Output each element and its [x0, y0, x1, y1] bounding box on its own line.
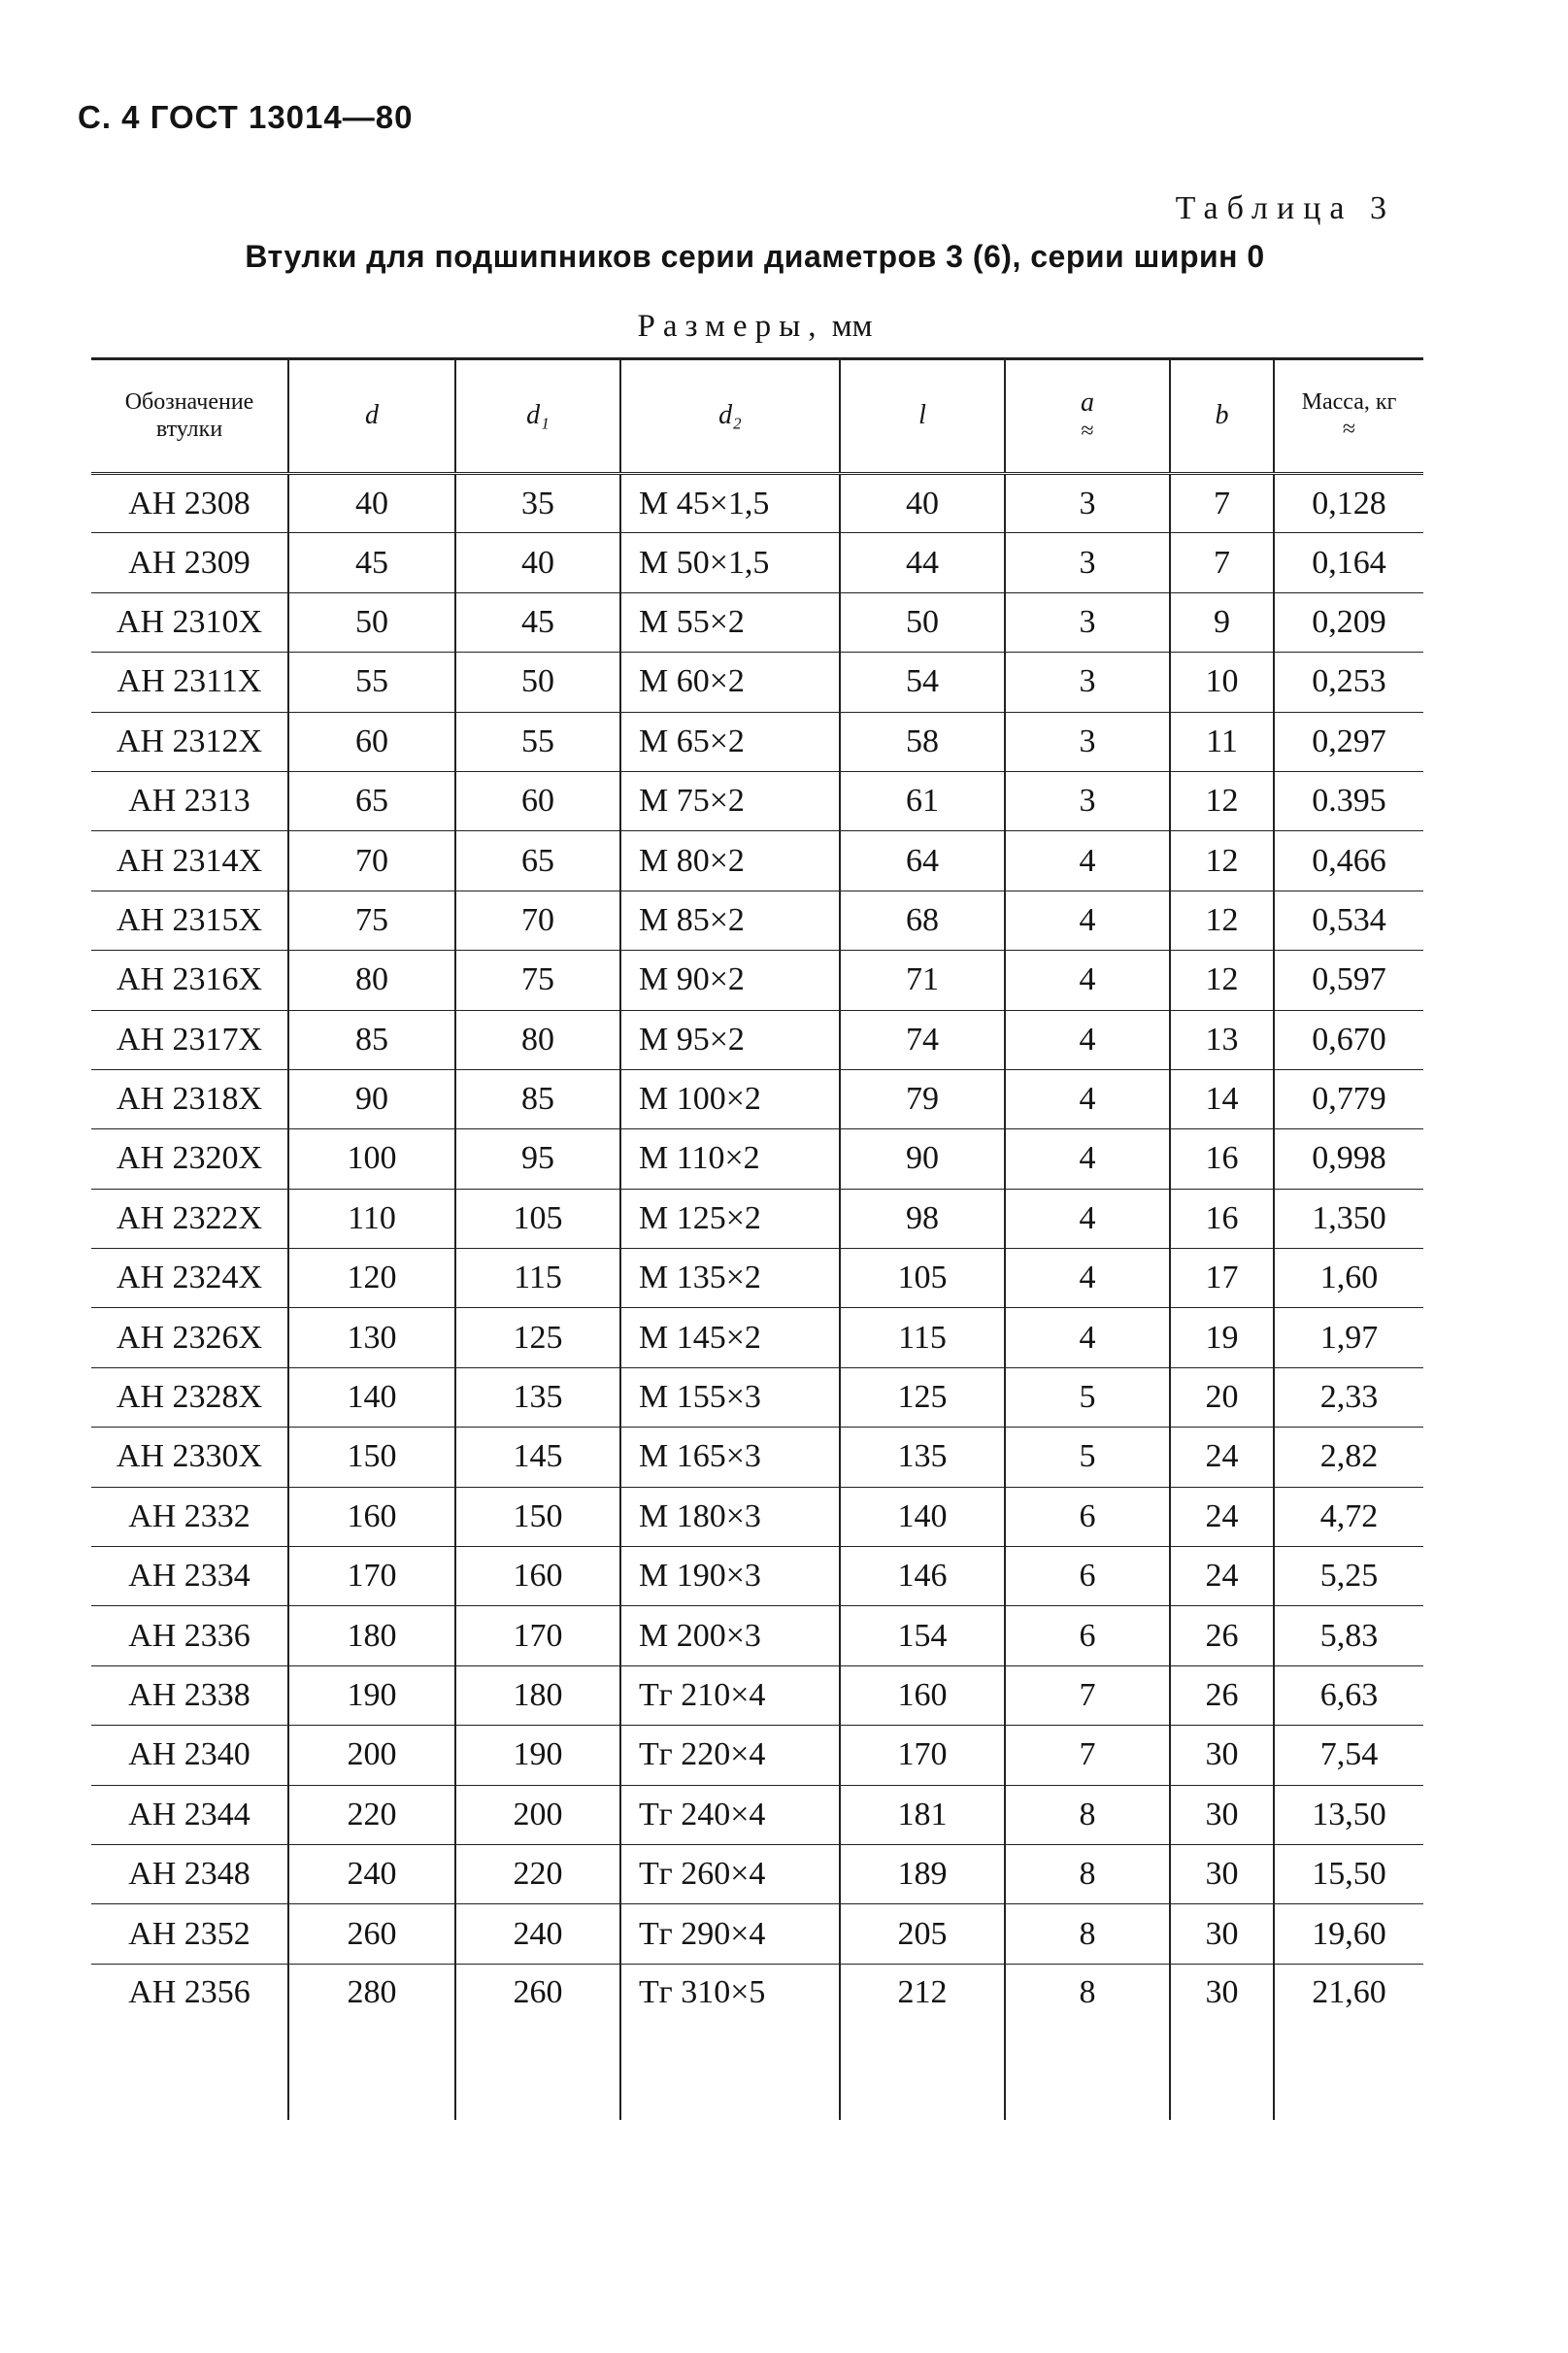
cell-l: 61 [840, 771, 1005, 830]
cell-designation: АН 2312Х [91, 712, 288, 771]
table-row [91, 1547, 1423, 1606]
cell-l: 40 [840, 474, 1005, 533]
cell-d: 100 [288, 1129, 455, 1189]
cell-designation: АН 2324Х [91, 1249, 288, 1308]
cell-designation: АН 2322Х [91, 1189, 288, 1248]
cell-a: 8 [1005, 1964, 1170, 2054]
cell-designation: АН 2326Х [91, 1308, 288, 1367]
cell-b: 26 [1170, 1606, 1274, 1665]
cell-mass: 2,82 [1274, 1428, 1423, 1487]
cell-d2: М 135×2 [620, 1249, 840, 1308]
col-header-a [1005, 359, 1170, 474]
cell-d2: М 100×2 [620, 1069, 840, 1128]
cell-d2: М 145×2 [620, 1308, 840, 1367]
cell-designation: АН 2330Х [91, 1428, 288, 1487]
cell-a: 4 [1005, 1249, 1170, 1308]
cell-b: 12 [1170, 831, 1274, 891]
cell-b: 26 [1170, 1665, 1274, 1725]
cell-d1: 95 [455, 1129, 620, 1189]
cell-b: 16 [1170, 1129, 1274, 1189]
cell-b: 7 [1170, 474, 1274, 533]
cell-l: 181 [840, 1785, 1005, 1844]
table-row [91, 771, 1423, 830]
cell-d: 170 [288, 1547, 455, 1606]
cell-d2: М 190×3 [620, 1547, 840, 1606]
col-header-a-label: a [1081, 387, 1094, 418]
cell-mass: 0,670 [1274, 1010, 1423, 1069]
cell-d: 190 [288, 1665, 455, 1725]
cell-mass: 2,33 [1274, 1367, 1423, 1427]
cell-d2: М 55×2 [620, 592, 840, 652]
col-header-mass-approx: ≈ [1342, 416, 1356, 442]
cell-l: 154 [840, 1606, 1005, 1665]
cell-b: 30 [1170, 1726, 1274, 1785]
cell-a: 8 [1005, 1785, 1170, 1844]
cell-designation: АН 2320Х [91, 1129, 288, 1189]
cell-mass: 0,998 [1274, 1129, 1423, 1189]
cell-d2: М 95×2 [620, 1010, 840, 1069]
cell-d: 50 [288, 592, 455, 652]
cell-l: 98 [840, 1189, 1005, 1248]
cell-l: 205 [840, 1904, 1005, 1964]
cell-b: 30 [1170, 1964, 1274, 2054]
col-header-l [840, 359, 1005, 474]
cell-designation: АН 2334 [91, 1547, 288, 1606]
cell-d1: 145 [455, 1428, 620, 1487]
col-header-d1-label: d₁ [526, 400, 550, 431]
table-row [91, 1785, 1423, 1844]
cell-d1: 220 [455, 1844, 620, 1903]
cell-mass: 6,63 [1274, 1665, 1423, 1725]
cell-mass: 1,97 [1274, 1308, 1423, 1367]
cell-d1: 160 [455, 1547, 620, 1606]
cell-d: 240 [288, 1844, 455, 1903]
page-header: С. 4 ГОСТ 13014—80 [78, 99, 414, 135]
cell-l: 105 [840, 1249, 1005, 1308]
cell-d1: 75 [455, 951, 620, 1010]
cell-mass: 0,164 [1274, 533, 1423, 592]
cell-d1: 150 [455, 1487, 620, 1546]
cell-b: 17 [1170, 1249, 1274, 1308]
footer-cell [1005, 2054, 1170, 2120]
cell-mass: 0,297 [1274, 712, 1423, 771]
table-row [91, 1069, 1423, 1128]
cell-d1: 40 [455, 533, 620, 592]
units-caption [0, 309, 1510, 345]
cell-b: 12 [1170, 891, 1274, 950]
cell-d1: 180 [455, 1665, 620, 1725]
cell-designation: АН 2313 [91, 771, 288, 830]
cell-d1: 70 [455, 891, 620, 950]
footer-cell [288, 2054, 455, 2120]
cell-d1: 85 [455, 1069, 620, 1128]
col-header-designation: Обозначение втулки [91, 359, 288, 474]
cell-b: 14 [1170, 1069, 1274, 1128]
cell-designation: АН 2310Х [91, 592, 288, 652]
cell-l: 90 [840, 1129, 1005, 1189]
cell-mass: 4,72 [1274, 1487, 1423, 1546]
cell-d2: М 85×2 [620, 891, 840, 950]
cell-b: 10 [1170, 653, 1274, 712]
cell-mass: 13,50 [1274, 1785, 1423, 1844]
cell-l: 125 [840, 1367, 1005, 1427]
cell-mass: 1,60 [1274, 1249, 1423, 1308]
cell-l: 54 [840, 653, 1005, 712]
cell-d2: Тг 220×4 [620, 1726, 840, 1785]
cell-l: 160 [840, 1665, 1005, 1725]
table-row [91, 1726, 1423, 1785]
table-row [91, 1844, 1423, 1903]
cell-b: 16 [1170, 1189, 1274, 1248]
col-header-l-label: l [918, 400, 926, 431]
cell-d: 280 [288, 1964, 455, 2054]
units-value: мм [831, 309, 873, 344]
cell-b: 20 [1170, 1367, 1274, 1427]
cell-a: 4 [1005, 831, 1170, 891]
table-label: Таблица 3 [1175, 190, 1395, 226]
cell-mass: 5,83 [1274, 1606, 1423, 1665]
cell-a: 5 [1005, 1367, 1170, 1427]
table-row [91, 474, 1423, 533]
cell-d1: 105 [455, 1189, 620, 1248]
cell-d1: 135 [455, 1367, 620, 1427]
col-header-d2-label: d₂ [718, 400, 742, 431]
cell-d: 130 [288, 1308, 455, 1367]
cell-a: 6 [1005, 1487, 1170, 1546]
cell-designation: АН 2328Х [91, 1367, 288, 1427]
cell-d2: М 45×1,5 [620, 474, 840, 533]
table-row [91, 1606, 1423, 1665]
cell-mass: 5,25 [1274, 1547, 1423, 1606]
cell-d: 90 [288, 1069, 455, 1128]
cell-d2: М 80×2 [620, 831, 840, 891]
cell-d1: 260 [455, 1964, 620, 2054]
cell-a: 4 [1005, 1189, 1170, 1248]
col-header-mass-label: Масса, кг [1301, 388, 1397, 415]
table-footer-spacer [91, 2054, 1423, 2120]
cell-d2: М 50×1,5 [620, 533, 840, 592]
cell-b: 12 [1170, 771, 1274, 830]
cell-a: 4 [1005, 1010, 1170, 1069]
cell-b: 11 [1170, 712, 1274, 771]
cell-designation: АН 2315Х [91, 891, 288, 950]
table-row [91, 653, 1423, 712]
table-row [91, 831, 1423, 891]
cell-b: 30 [1170, 1844, 1274, 1903]
cell-d2: Тг 260×4 [620, 1844, 840, 1903]
table-row [91, 1487, 1423, 1546]
table-row [91, 1665, 1423, 1725]
cell-d2: Тг 240×4 [620, 1785, 840, 1844]
table-row [91, 1367, 1423, 1427]
cell-l: 44 [840, 533, 1005, 592]
cell-designation: АН 2309 [91, 533, 288, 592]
cell-designation: АН 2352 [91, 1904, 288, 1964]
col-header-mass [1274, 359, 1423, 474]
cell-mass: 0,253 [1274, 653, 1423, 712]
footer-cell [91, 2054, 288, 2120]
cell-b: 24 [1170, 1487, 1274, 1546]
cell-designation: АН 2338 [91, 1665, 288, 1725]
cell-b: 30 [1170, 1904, 1274, 1964]
cell-designation: АН 2344 [91, 1785, 288, 1844]
cell-d: 65 [288, 771, 455, 830]
cell-a: 4 [1005, 951, 1170, 1010]
cell-designation: АН 2336 [91, 1606, 288, 1665]
cell-mass: 1,350 [1274, 1189, 1423, 1248]
cell-mass: 0,597 [1274, 951, 1423, 1010]
cell-mass: 0.395 [1274, 771, 1423, 830]
cell-a: 5 [1005, 1428, 1170, 1487]
col-header-b-label: b [1215, 400, 1229, 431]
cell-l: 135 [840, 1428, 1005, 1487]
cell-designation: АН 2308 [91, 474, 288, 533]
table-row [91, 712, 1423, 771]
cell-d: 180 [288, 1606, 455, 1665]
cell-mass: 15,50 [1274, 1844, 1423, 1903]
cell-d: 55 [288, 653, 455, 712]
cell-a: 6 [1005, 1547, 1170, 1606]
cell-d1: 80 [455, 1010, 620, 1069]
table-title: Втулки для подшипников серии диаметров 3 (6), серии ширин 0 [245, 239, 1265, 274]
cell-b: 24 [1170, 1428, 1274, 1487]
cell-d2: М 200×3 [620, 1606, 840, 1665]
cell-a: 4 [1005, 891, 1170, 950]
cell-a: 3 [1005, 653, 1170, 712]
col-header-d2 [620, 359, 840, 474]
cell-b: 12 [1170, 951, 1274, 1010]
table-row [91, 533, 1423, 592]
table-row [91, 1308, 1423, 1367]
cell-d: 80 [288, 951, 455, 1010]
cell-mass: 19,60 [1274, 1904, 1423, 1964]
cell-d1: 35 [455, 474, 620, 533]
col-header-a-approx: ≈ [1081, 418, 1094, 444]
cell-b: 19 [1170, 1308, 1274, 1367]
cell-l: 74 [840, 1010, 1005, 1069]
cell-designation: АН 2340 [91, 1726, 288, 1785]
table-body [91, 474, 1423, 2054]
cell-designation: АН 2317Х [91, 1010, 288, 1069]
cell-mass: 21,60 [1274, 1964, 1423, 2054]
cell-l: 189 [840, 1844, 1005, 1903]
cell-d: 40 [288, 474, 455, 533]
cell-d2: М 65×2 [620, 712, 840, 771]
cell-designation: АН 2356 [128, 1973, 250, 2010]
cell-d: 200 [288, 1726, 455, 1785]
cell-d: 150 [288, 1428, 455, 1487]
cell-d: 220 [288, 1785, 455, 1844]
cell-a: 8 [1005, 1904, 1170, 1964]
cell-b: 30 [1170, 1785, 1274, 1844]
cell-d2: М 125×2 [620, 1189, 840, 1248]
cell-mass: 7,54 [1274, 1726, 1423, 1785]
table-row [91, 891, 1423, 950]
cell-l: 212 [840, 1964, 1005, 2054]
cell-d2: М 60×2 [620, 653, 840, 712]
cell-d1: 240 [455, 1904, 620, 1964]
cell-a: 3 [1005, 771, 1170, 830]
col-header-d1 [455, 359, 620, 474]
cell-l: 58 [840, 712, 1005, 771]
cell-d1: 55 [455, 712, 620, 771]
table-row [91, 1189, 1423, 1248]
cell-d: 75 [288, 891, 455, 950]
cell-d: 85 [288, 1010, 455, 1069]
cell-a: 4 [1005, 1308, 1170, 1367]
cell-d1: 60 [455, 771, 620, 830]
header-row [91, 359, 1423, 474]
cell-mass: 0,779 [1274, 1069, 1423, 1128]
col-header-d-label: d [365, 400, 379, 431]
cell-designation: АН 2348 [91, 1844, 288, 1903]
cell-d1: 170 [455, 1606, 620, 1665]
cell-designation: АН 2318Х [91, 1069, 288, 1128]
cell-d2: М 75×2 [620, 771, 840, 830]
cell-mass: 0,128 [1274, 474, 1423, 533]
cell-d2: Тг 310×5 [620, 1964, 840, 2054]
table-row [91, 1964, 1423, 2054]
cell-a: 3 [1005, 592, 1170, 652]
cell-l: 64 [840, 831, 1005, 891]
cell-a: 8 [1005, 1844, 1170, 1903]
table-row [91, 592, 1423, 652]
cell-b: 7 [1170, 533, 1274, 592]
cell-d2: М 110×2 [620, 1129, 840, 1189]
cell-d: 160 [288, 1487, 455, 1546]
cell-d1: 200 [455, 1785, 620, 1844]
cell-designation: АН 2311Х [91, 653, 288, 712]
cell-a: 7 [1005, 1726, 1170, 1785]
cell-a: 3 [1005, 533, 1170, 592]
footer-cell [1170, 2054, 1274, 2120]
cell-d2: Тг 210×4 [620, 1665, 840, 1725]
table-row [91, 1904, 1423, 1964]
cell-d1: 115 [455, 1249, 620, 1308]
cell-d1: 190 [455, 1726, 620, 1785]
table-row [91, 1428, 1423, 1487]
cell-l: 170 [840, 1726, 1005, 1785]
cell-l: 115 [840, 1308, 1005, 1367]
units-word: Размеры, [637, 309, 824, 344]
cell-d1: 45 [455, 592, 620, 652]
cell-a: 3 [1005, 712, 1170, 771]
sleeve-dimensions-table [91, 357, 1423, 2120]
cell-designation: АН 2332 [91, 1487, 288, 1546]
cell-designation: АН 2314Х [91, 831, 288, 891]
cell-l: 50 [840, 592, 1005, 652]
cell-d2: М 90×2 [620, 951, 840, 1010]
cell-designation: АН 2316Х [91, 951, 288, 1010]
cell-d2: М 165×3 [620, 1428, 840, 1487]
cell-a: 6 [1005, 1606, 1170, 1665]
col-header-d [288, 359, 455, 474]
cell-d1: 125 [455, 1308, 620, 1367]
table-row [91, 1010, 1423, 1069]
cell-d1: 65 [455, 831, 620, 891]
footer-cell [620, 2054, 840, 2120]
cell-l: 140 [840, 1487, 1005, 1546]
table-row [91, 951, 1423, 1010]
cell-a: 4 [1005, 1129, 1170, 1189]
cell-d2: М 180×3 [620, 1487, 840, 1546]
cell-l: 79 [840, 1069, 1005, 1128]
cell-d: 140 [288, 1367, 455, 1427]
table-row [91, 1249, 1423, 1308]
cell-b: 24 [1170, 1547, 1274, 1606]
cell-d2: М 155×3 [620, 1367, 840, 1427]
cell-b: 9 [1170, 592, 1274, 652]
cell-d: 70 [288, 831, 455, 891]
cell-l: 146 [840, 1547, 1005, 1606]
table-row [91, 1129, 1423, 1189]
cell-a: 3 [1005, 474, 1170, 533]
footer-cell [840, 2054, 1005, 2120]
cell-mass: 0,209 [1274, 592, 1423, 652]
cell-mass: 0,466 [1274, 831, 1423, 891]
cell-d: 45 [288, 533, 455, 592]
cell-d1: 50 [455, 653, 620, 712]
col-header-b [1170, 359, 1274, 474]
cell-d: 120 [288, 1249, 455, 1308]
cell-l: 68 [840, 891, 1005, 950]
cell-mass: 0,534 [1274, 891, 1423, 950]
cell-l: 71 [840, 951, 1005, 1010]
footer-cell [1274, 2054, 1423, 2120]
footer-cell [455, 2054, 620, 2120]
cell-d: 110 [288, 1189, 455, 1248]
cell-d: 60 [288, 712, 455, 771]
cell-b: 13 [1170, 1010, 1274, 1069]
cell-d: 260 [288, 1904, 455, 1964]
cell-a: 7 [1005, 1665, 1170, 1725]
cell-a: 4 [1005, 1069, 1170, 1128]
cell-d2: Тг 290×4 [620, 1904, 840, 1964]
